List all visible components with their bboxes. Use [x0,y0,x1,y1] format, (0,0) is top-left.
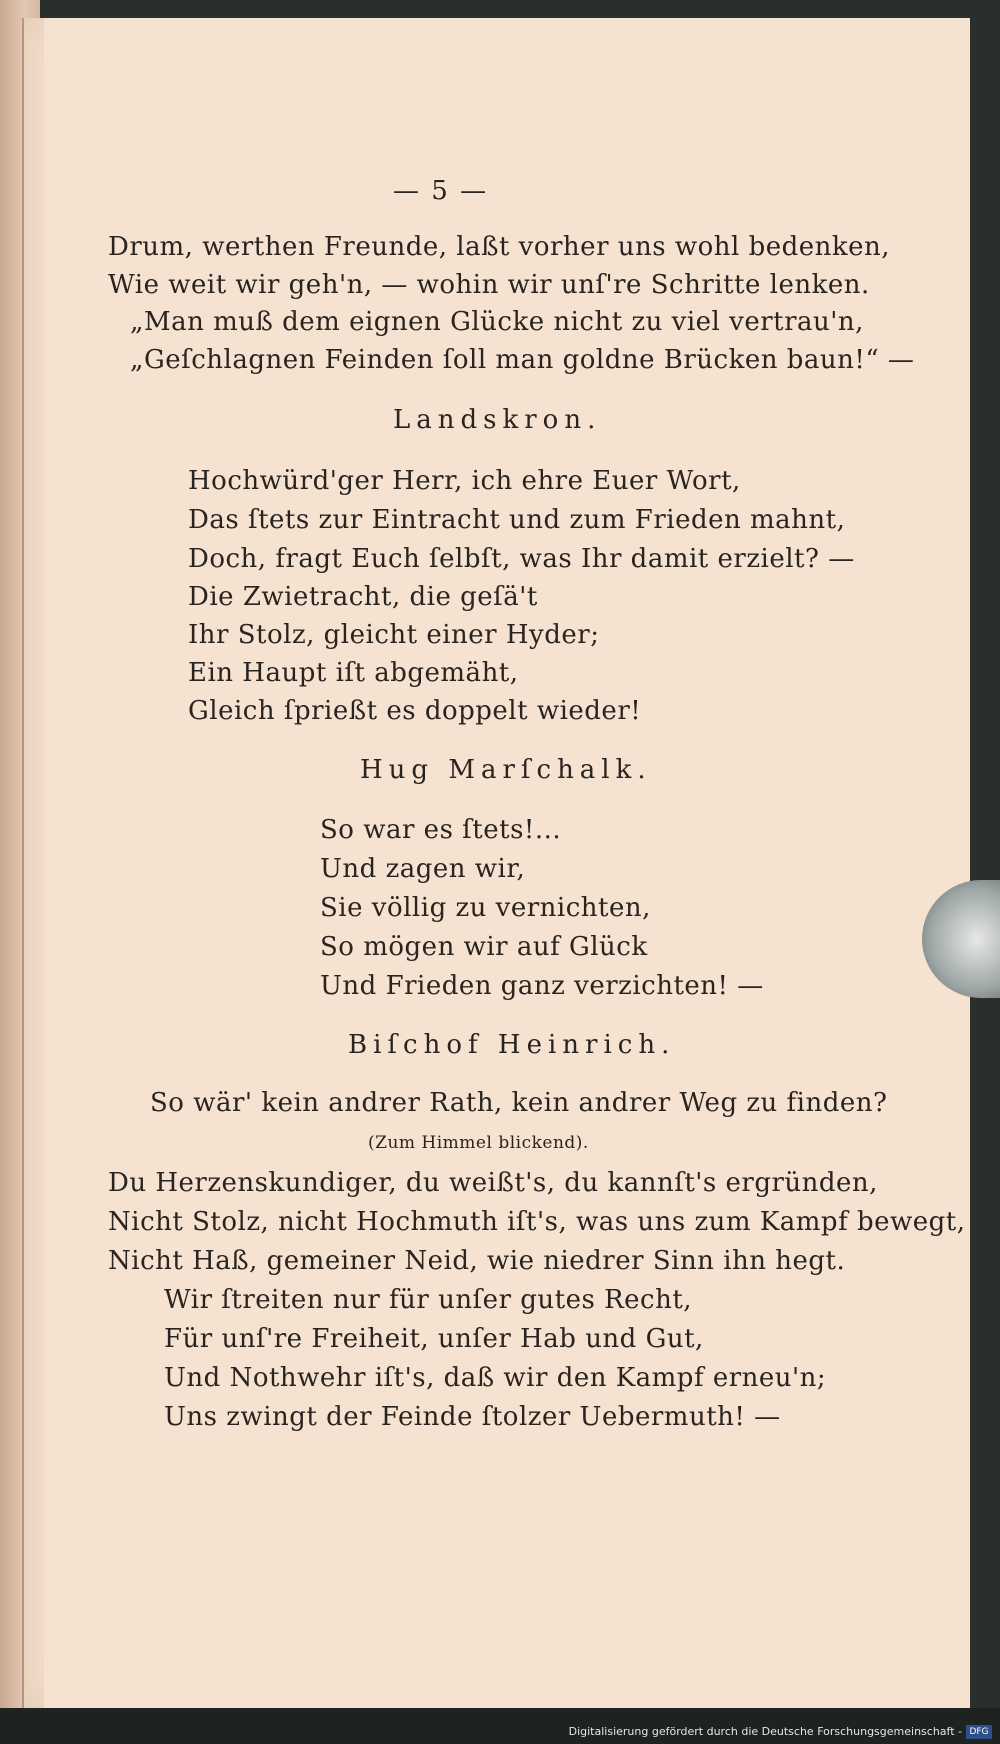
verse-line: Und Nothwehr iſt's, daß wir den Kampf erneu'n; [164,1363,827,1393]
verse-line: Nicht Haß, gemeiner Neid, wie niedrer Sinn ihn hegt. [108,1246,846,1276]
speaker-name: Landskron. [393,405,602,435]
verse-line: Ein Haupt iſt abgemäht, [188,658,519,688]
verse-line: Hochwürd'ger Herr, ich ehre Euer Wort, [188,466,741,496]
verse-line: Und zagen wir, [320,854,526,884]
verse-line: Für unſ're Freiheit, unſer Hab und Gut, [164,1324,704,1354]
stage-direction: (Zum Himmel blickend). [368,1133,589,1153]
speaker-name: Hug Marſchalk. [360,755,652,785]
page-number: — 5 — [393,176,489,206]
verse-line: Die Zwietracht, die geſä't [188,582,538,612]
speaker-name: Biſchof Heinrich. [348,1030,676,1060]
verse-line: So mögen wir auf Glück [320,932,648,962]
verse-line: So wär' kein andrer Rath, kein andrer Weg zu finden? [150,1088,888,1118]
verse-line: Ihr Stolz, gleicht einer Hyder; [188,620,600,650]
verse-line: Doch, fragt Euch ſelbſt, was Ihr damit erzielt? — [188,544,855,574]
verse-line: Gleich ſprießt es doppelt wieder! [188,696,642,726]
funding-credit: Digitalisierung gefördert durch die Deutsche Forschungsgemeinschaft - [568,1725,962,1738]
verse-line: Sie völlig zu vernichten, [320,893,651,923]
verse-line: Du Herzenskundiger, du weißt's, du kannſt's ergründen, [108,1168,878,1198]
verse-line: Das ſtets zur Eintracht und zum Frieden mahnt, [188,505,846,535]
text-line: Wie weit wir geh'n, — wohin wir unſ're Schritte lenken. [108,270,870,300]
verse-line: Uns zwingt der Feinde ſtolzer Uebermuth! — [164,1402,781,1432]
verse-line: Nicht Stolz, nicht Hochmuth iſt's, was uns zum Kampf bewegt, [108,1207,966,1237]
text-line: Drum, werthen Freunde, laßt vorher uns wohl bedenken, [108,232,891,262]
verse-line: Und Frieden ganz verzichten! — [320,971,764,1001]
dfg-logo: DFG [966,1725,992,1739]
verse-line: Wir ſtreiten nur für unſer gutes Recht, [164,1285,693,1315]
verse-line: So war es ſtets!... [320,815,562,845]
text-line: „Geſchlagnen Feinden ſoll man goldne Brücken baun!“ — [130,345,915,375]
footer-bar [0,1708,1000,1744]
text-line: „Man muß dem eignen Glücke nicht zu viel vertrau'n, [130,307,864,337]
